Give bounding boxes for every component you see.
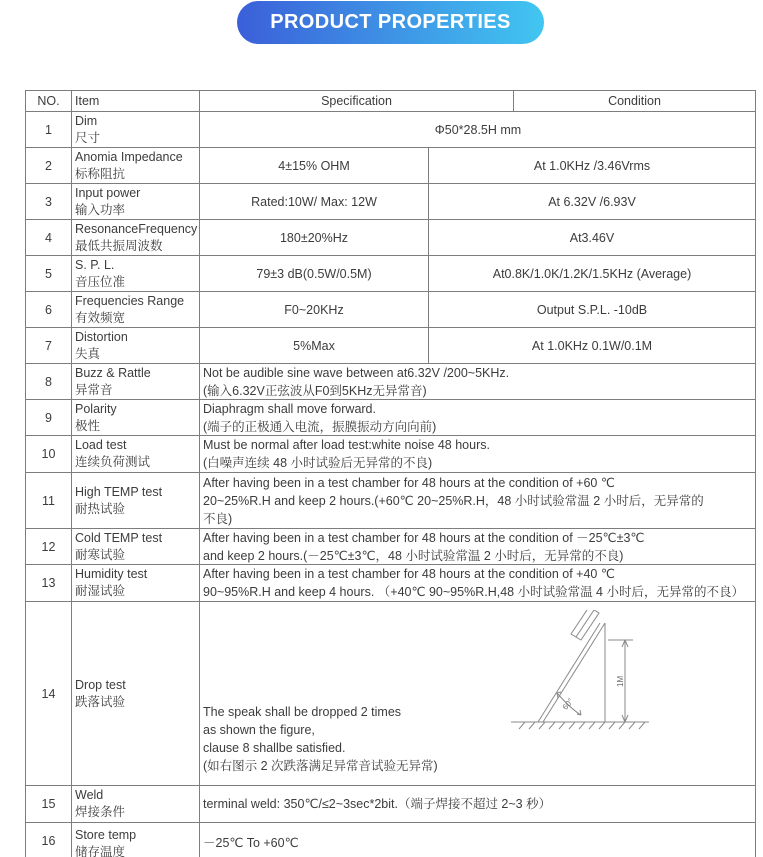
condition-cell: At 1.0KHz 0.1W/0.1M <box>428 328 755 363</box>
condition-cell: At 1.0KHz /3.46Vrms <box>428 148 755 183</box>
item-name-cn: 异常音 <box>75 382 113 397</box>
item-cell <box>71 565 199 601</box>
item-name-en: Distortion <box>75 329 128 344</box>
row-number: 8 <box>45 374 52 389</box>
table-row-spl <box>26 256 755 292</box>
spec-cell: Rated:10W/ Max: 12W <box>199 184 428 219</box>
table-row-buzz-rattle <box>26 364 755 400</box>
figure-height-label: 1M <box>616 675 625 687</box>
row-number: 13 <box>41 576 56 590</box>
item-name-cn: 标称阻抗 <box>75 166 126 181</box>
table-row-high-temp <box>26 473 755 529</box>
item-name-en: Store temp <box>75 828 137 842</box>
row-number: 7 <box>45 338 52 353</box>
row-number: 11 <box>42 493 55 508</box>
item-cell <box>71 786 199 822</box>
item-cell <box>71 328 199 363</box>
spec-line: 90~95%R.H and keep 4 hours. （+40℃ 90~95%R.H,48 小时试验常温 4 小时后，无异常的不良） <box>203 585 744 599</box>
item-name-cn: 失真 <box>75 346 101 361</box>
spec-line: －25℃ To +60℃ <box>203 836 299 850</box>
table-row-resonance <box>26 220 755 256</box>
item-name-en: High TEMP test <box>75 484 163 499</box>
row-number: 5 <box>45 266 52 281</box>
spec-line: Must be normal after load test:white noise 48 hours. <box>203 438 490 452</box>
item-name-cn: 储存温度 <box>75 845 126 857</box>
row-number: 9 <box>45 410 52 425</box>
item-cell <box>71 148 199 183</box>
item-name-en: Cold TEMP test <box>75 530 163 545</box>
row-number: 10 <box>41 447 56 461</box>
spec-merged-cell <box>199 786 755 822</box>
spec-line: (端子的正极通入电流，振膜振动方向向前) <box>203 419 437 434</box>
spec-cell: F0~20KHz <box>199 292 428 327</box>
item-name-en: Humidity test <box>75 567 148 581</box>
item-name-cn: 最低共振周波数 <box>75 238 163 253</box>
spec-merged-cell <box>199 529 755 564</box>
table-row-freq-range <box>26 292 755 328</box>
spec-merged-cell <box>199 400 755 435</box>
item-name-cn: 连续负荷测试 <box>75 455 151 469</box>
table-row-store-temp <box>26 823 755 857</box>
item-name-cn: 输入功率 <box>75 202 126 217</box>
row-number: 15 <box>41 797 56 811</box>
spec-line: (输入6.32V正弦波从F0到5KHz无异常音) <box>203 383 427 398</box>
item-cell <box>71 364 199 399</box>
spec-line: After having been in a test chamber for 48 hours at the condition of －25℃±3℃ <box>203 530 645 545</box>
spec-line: Not be audible sine wave between at6.32V /200~5KHz. <box>203 365 510 380</box>
item-cell <box>71 292 199 327</box>
drop-test-diagram <box>505 610 655 742</box>
table-row-input-power <box>26 184 755 220</box>
column-header-condition: Condition <box>513 91 755 111</box>
table-header-row <box>26 91 755 112</box>
item-name-cn: 有效频宽 <box>75 310 126 325</box>
spec-cell: 4±15% OHM <box>199 148 428 183</box>
item-cell <box>71 529 199 564</box>
condition-cell: At 6.32V /6.93V <box>428 184 755 219</box>
item-cell <box>71 436 199 472</box>
item-name-en: Load test <box>75 438 127 452</box>
table-row-humidity <box>26 565 755 602</box>
spec-merged-cell <box>199 823 755 857</box>
item-name-cn: 耐热试验 <box>75 501 126 516</box>
table-row-cold-temp <box>26 529 755 565</box>
spec-line: Diaphragm shall move forward. <box>203 401 376 416</box>
item-cell <box>71 184 199 219</box>
spec-line: clause 8 shallbe satisfied. <box>203 741 346 755</box>
table-row-polarity <box>26 400 755 436</box>
table-row-drop-test <box>26 602 755 786</box>
item-name-cn: 尺寸 <box>75 130 101 145</box>
column-header-no: NO. <box>37 94 60 108</box>
column-header-item: Item <box>71 91 199 111</box>
item-name-en: Frequencies Range <box>75 293 185 308</box>
item-name-en: Weld <box>75 788 104 802</box>
spec-merged-cell <box>199 436 755 472</box>
table-row-load-test <box>26 436 755 473</box>
condition-cell: Output S.P.L. -10dB <box>428 292 755 327</box>
spec-line: (如右图示 2 次跌落满足异常音试验无异常) <box>203 759 438 773</box>
item-name-cn: 音压位准 <box>75 274 126 289</box>
item-name-en: Polarity <box>75 401 117 416</box>
table-row-distortion <box>26 328 755 364</box>
column-header-specification: Specification <box>199 91 513 111</box>
item-name-cn: 耐湿试验 <box>75 584 126 598</box>
spec-cell: 5%Max <box>199 328 428 363</box>
item-name-cn: 焊接条件 <box>75 805 126 819</box>
spec-line: (白噪声连续 48 小时试验后无异常的不良) <box>203 456 433 470</box>
spec-line: After having been in a test chamber for 48 hours at the condition of +40 ℃ <box>203 567 615 581</box>
table-row-dim <box>26 112 755 148</box>
item-name-cn: 跌落试验 <box>75 694 126 709</box>
row-number: 6 <box>45 302 52 317</box>
row-number: 1 <box>45 122 52 137</box>
item-cell <box>71 602 199 785</box>
spec-merged-cell <box>199 565 755 601</box>
spec-merged-cell: Φ50*28.5H mm <box>199 112 755 147</box>
item-cell <box>71 400 199 435</box>
page-title <box>237 1 544 44</box>
item-name-en: Input power <box>75 185 141 200</box>
row-number: 4 <box>45 230 52 245</box>
condition-cell: At0.8K/1.0K/1.2K/1.5KHz (Average) <box>428 256 755 291</box>
row-number: 16 <box>41 834 56 848</box>
spec-cell: 79±3 dB(0.5W/0.5M) <box>199 256 428 291</box>
item-name-en: Drop test <box>75 677 126 692</box>
table-row-weld <box>26 786 755 823</box>
page-title-text: PRODUCT PROPERTIES <box>270 11 511 33</box>
spec-cell: 180±20%Hz <box>199 220 428 255</box>
item-cell <box>71 112 199 147</box>
row-number: 3 <box>45 194 52 209</box>
item-name-cn: 耐寒试验 <box>75 547 126 562</box>
drop-test-description <box>203 703 438 775</box>
figure-angle-label: 60° <box>560 696 576 712</box>
spec-line: terminal weld: 350℃/≤2~3sec*2bit.（端子焊接不超过 2~3 秒） <box>203 797 552 811</box>
product-properties-table <box>25 90 756 857</box>
spec-line: and keep 2 hours.(－25℃±3℃，48 小时试验常温 2 小时后，无异常的不良) <box>203 548 624 563</box>
item-name-en: ResonanceFrequency <box>75 221 198 236</box>
item-name-en: Dim <box>75 113 98 128</box>
condition-cell: At3.46V <box>428 220 755 255</box>
spec-line: 20~25%R.H and keep 2 hours.(+60℃ 20~25%R.H，48 小时试验常温 2 小时后，无异常的 <box>203 493 704 508</box>
row-number: 14 <box>41 686 56 701</box>
spec-merged-cell <box>199 602 755 785</box>
spec-line: as shown the figure, <box>203 723 315 737</box>
item-cell <box>71 473 199 528</box>
spec-merged-cell <box>199 473 755 528</box>
item-cell <box>71 220 199 255</box>
row-number: 2 <box>45 158 52 173</box>
spec-line: 不良) <box>203 511 233 526</box>
item-name-en: Anomia Impedance <box>75 149 183 164</box>
item-name-en: S. P. L. <box>75 257 115 272</box>
item-cell <box>71 823 199 857</box>
row-number: 12 <box>41 539 56 554</box>
spec-line: The speak shall be dropped 2 times <box>203 705 402 719</box>
spec-merged-cell <box>199 364 755 399</box>
item-name-cn: 极性 <box>75 418 101 433</box>
item-name-en: Buzz & Rattle <box>75 365 151 380</box>
table-row-impedance <box>26 148 755 184</box>
item-cell <box>71 256 199 291</box>
spec-line: After having been in a test chamber for 48 hours at the condition of +60 ℃ <box>203 475 615 490</box>
